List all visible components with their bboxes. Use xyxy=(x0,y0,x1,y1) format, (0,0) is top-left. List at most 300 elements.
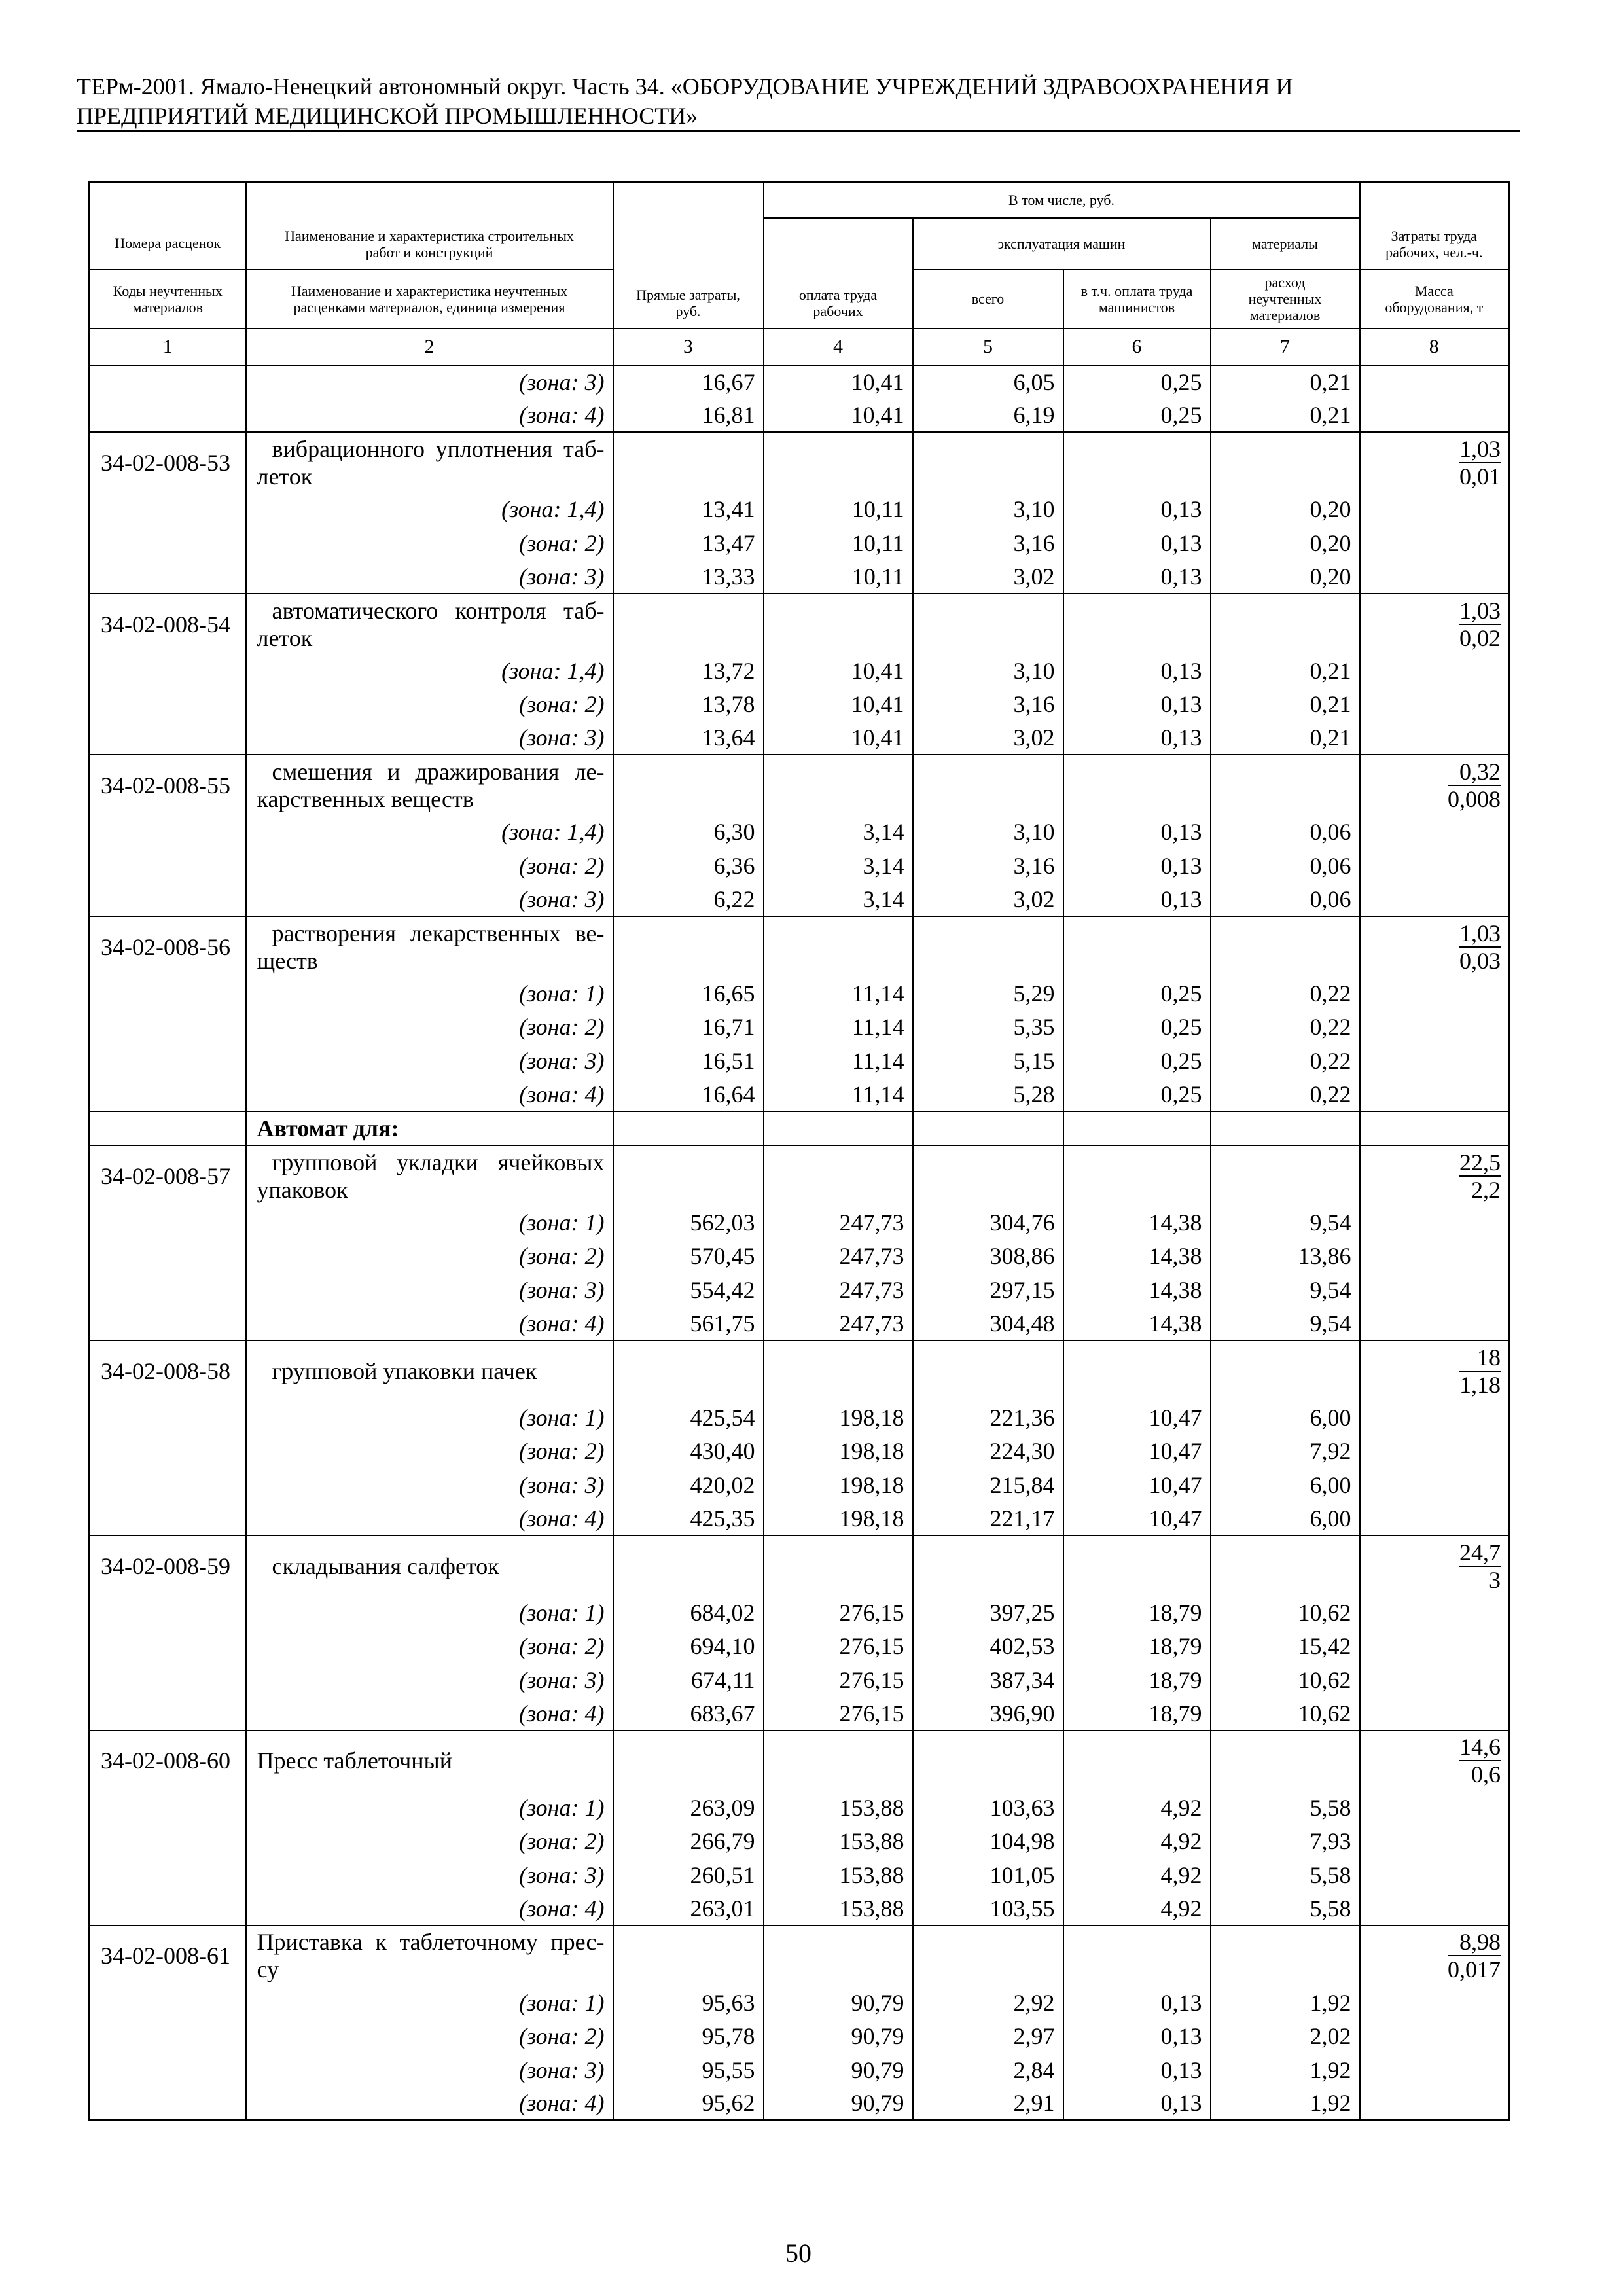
empty-cell xyxy=(764,1111,913,1145)
materials-value: 6,00 xyxy=(1211,1468,1360,1501)
materials-value: 0,20 xyxy=(1211,493,1360,526)
machine-total-cell xyxy=(913,1340,1063,1401)
rate-code-cell xyxy=(90,849,246,882)
zone-row xyxy=(90,883,1509,916)
zone-label: (зона: 2) xyxy=(246,688,613,721)
rate-code-cell xyxy=(90,493,246,526)
item-name xyxy=(246,432,613,492)
machinist-pay-value: 0,13 xyxy=(1063,493,1211,526)
labor-mass-fraction xyxy=(1360,1731,1509,1791)
machinist-pay-value: 0,13 xyxy=(1063,688,1211,721)
zone-row xyxy=(90,1501,1509,1535)
item-name xyxy=(246,1535,613,1596)
labor-costs-cell xyxy=(1360,1240,1509,1273)
zone-row xyxy=(90,493,1509,526)
machine-total-cell xyxy=(913,1731,1063,1791)
zone-row xyxy=(90,1892,1509,1925)
column-number: 1 xyxy=(90,329,246,365)
item-name xyxy=(246,755,613,815)
zone-row xyxy=(90,1663,1509,1696)
machinist-pay-cell xyxy=(1063,432,1211,492)
rate-item-row xyxy=(90,1535,1509,1596)
materials-cell xyxy=(1211,594,1360,654)
direct-costs-value: 16,67 xyxy=(613,365,764,399)
direct-costs-value: 561,75 xyxy=(613,1306,764,1340)
direct-costs-value: 570,45 xyxy=(613,1240,764,1273)
item-name-line: су xyxy=(257,1956,279,1983)
materials-cell xyxy=(1211,1731,1360,1791)
zone-label: (зона: 2) xyxy=(246,1825,613,1858)
rate-code-cell xyxy=(90,688,246,721)
worker-pay-value: 3,14 xyxy=(764,816,913,849)
material-codes-header: Коды неучтенных материалов xyxy=(90,270,246,329)
zone-row xyxy=(90,1696,1509,1730)
machinist-pay-cell xyxy=(1063,916,1211,977)
zone-row xyxy=(90,1011,1509,1044)
worker-pay-value: 90,79 xyxy=(764,2053,913,2087)
machine-total-value: 224,30 xyxy=(913,1435,1063,1468)
rate-item-row xyxy=(90,432,1509,492)
machine-total-value: 297,15 xyxy=(913,1273,1063,1306)
labor-costs-cell xyxy=(1360,1696,1509,1730)
machinist-pay-value: 0,13 xyxy=(1063,721,1211,755)
materials-cell xyxy=(1211,1926,1360,1986)
labor-costs-cell xyxy=(1360,1630,1509,1663)
section-heading: Автомат для: xyxy=(246,1111,613,1145)
item-name-line: смешения и дражирования ле- xyxy=(272,759,605,785)
materials-value: 10,62 xyxy=(1211,1663,1360,1696)
direct-costs-cell xyxy=(613,1145,764,1206)
worker-pay-cell xyxy=(764,1926,913,1986)
item-name-line: ществ xyxy=(257,947,318,974)
direct-costs-cell xyxy=(613,1926,764,1986)
direct-costs-value: 562,03 xyxy=(613,1206,764,1239)
machine-total-value: 402,53 xyxy=(913,1630,1063,1663)
column-number: 4 xyxy=(764,329,913,365)
item-name-line: Приставка к таблеточному прес- xyxy=(257,1929,605,1956)
rate-code-cell xyxy=(90,526,246,560)
worker-pay-value: 276,15 xyxy=(764,1696,913,1730)
rate-code-cell xyxy=(90,1696,246,1730)
table-body xyxy=(90,365,1509,2121)
machinist-pay-value: 18,79 xyxy=(1063,1663,1211,1696)
machine-total-cell xyxy=(913,1535,1063,1596)
labor-costs-value: 18 xyxy=(1477,1344,1501,1371)
labor-mass-fraction xyxy=(1360,432,1509,492)
direct-costs-value: 674,11 xyxy=(613,1663,764,1696)
rate-code-cell xyxy=(90,1011,246,1044)
worker-pay-cell xyxy=(764,916,913,977)
labor-costs-value: 8,98 xyxy=(1459,1929,1501,1956)
zone-label: (зона: 1) xyxy=(246,1986,613,2019)
machine-total-value: 103,55 xyxy=(913,1892,1063,1925)
empty-cell xyxy=(1063,1111,1211,1145)
worker-pay-value: 153,88 xyxy=(764,1892,913,1925)
materials-value: 0,22 xyxy=(1211,1078,1360,1111)
labor-costs-cell xyxy=(1360,1401,1509,1434)
direct-costs-value: 554,42 xyxy=(613,1273,764,1306)
zone-label: (зона: 3) xyxy=(246,560,613,593)
worker-pay-value: 247,73 xyxy=(764,1273,913,1306)
materials-cell xyxy=(1211,1145,1360,1206)
direct-costs-value: 430,40 xyxy=(613,1435,764,1468)
machinist-pay-value: 0,25 xyxy=(1063,1078,1211,1111)
machine-total-value: 304,48 xyxy=(913,1306,1063,1340)
labor-costs-value: 0,32 xyxy=(1459,759,1501,785)
running-header-line: ПРЕДПРИЯТИЙ МЕДИЦИНСКОЙ ПРОМЫШЛЕННОСТИ» xyxy=(77,103,698,129)
rate-code: 34-02-008-60 xyxy=(90,1731,246,1791)
column-number: 2 xyxy=(246,329,613,365)
labor-costs-cell xyxy=(1360,560,1509,593)
zone-label: (зона: 1) xyxy=(246,1401,613,1434)
rate-code: 34-02-008-55 xyxy=(90,755,246,815)
zone-label: (зона: 2) xyxy=(246,1630,613,1663)
zone-label: (зона: 1) xyxy=(246,1596,613,1629)
labor-costs-value: 1,03 xyxy=(1459,597,1501,624)
materials-value: 1,92 xyxy=(1211,1986,1360,2019)
machinist-pay-value: 4,92 xyxy=(1063,1858,1211,1892)
zone-row xyxy=(90,2053,1509,2087)
zone-row xyxy=(90,1240,1509,1273)
worker-pay-cell xyxy=(764,1535,913,1596)
zone-label: (зона: 1) xyxy=(246,1206,613,1239)
direct-costs-value: 13,78 xyxy=(613,688,764,721)
rate-code-cell xyxy=(90,1240,246,1273)
worker-pay-value: 153,88 xyxy=(764,1825,913,1858)
item-name-line: групповой укладки ячейковых xyxy=(272,1149,605,1175)
rate-code-cell xyxy=(90,1892,246,1925)
machine-total-value: 104,98 xyxy=(913,1825,1063,1858)
materials-value: 1,92 xyxy=(1211,2053,1360,2087)
rate-code: 34-02-008-61 xyxy=(90,1926,246,1986)
direct-costs-header: Прямые затраты, руб. xyxy=(613,183,764,329)
zone-row xyxy=(90,1468,1509,1501)
item-name xyxy=(246,1731,613,1791)
labor-costs-cell xyxy=(1360,1044,1509,1077)
worker-pay-value: 198,18 xyxy=(764,1435,913,1468)
zone-label: (зона: 1) xyxy=(246,977,613,1010)
machinist-pay-header: в т.ч. оплата труда машинистов xyxy=(1063,270,1211,329)
labor-costs-cell xyxy=(1360,1011,1509,1044)
materials-value: 5,58 xyxy=(1211,1858,1360,1892)
machine-total-value: 387,34 xyxy=(913,1663,1063,1696)
empty-cell xyxy=(1211,1111,1360,1145)
equipment-mass-value: 0,03 xyxy=(1459,947,1501,974)
equipment-mass-value: 0,008 xyxy=(1448,786,1501,813)
labor-costs-cell xyxy=(1360,849,1509,882)
machine-total-cell xyxy=(913,916,1063,977)
machinist-pay-value: 14,38 xyxy=(1063,1240,1211,1273)
zone-label: (зона: 1) xyxy=(246,1791,613,1824)
worker-pay-value: 10,41 xyxy=(764,688,913,721)
rate-code: 34-02-008-53 xyxy=(90,432,246,492)
running-header-line: ТЕРм-2001. Ямало-Ненецкий автономный округ. Часть 34. «ОБОРУДОВАНИЕ УЧРЕЖДЕНИЙ ЗДРАВООХРАНЕНИЯ И xyxy=(77,73,1293,99)
fraction xyxy=(1459,1344,1501,1398)
direct-costs-value: 6,36 xyxy=(613,849,764,882)
zone-label: (зона: 3) xyxy=(246,1858,613,1892)
item-name-line: карственных веществ xyxy=(257,786,474,813)
zone-label: (зона: 2) xyxy=(246,1435,613,1468)
zone-row xyxy=(90,1596,1509,1629)
zone-row xyxy=(90,1044,1509,1077)
machine-total-value: 2,91 xyxy=(913,2087,1063,2120)
worker-pay-value: 247,73 xyxy=(764,1206,913,1239)
machinist-pay-value: 0,25 xyxy=(1063,399,1211,432)
labor-costs-cell xyxy=(1360,526,1509,560)
zone-label: (зона: 2) xyxy=(246,1240,613,1273)
worker-pay-value: 90,79 xyxy=(764,1986,913,2019)
rate-code: 34-02-008-59 xyxy=(90,1535,246,1596)
labor-costs-cell xyxy=(1360,1306,1509,1340)
materials-value: 9,54 xyxy=(1211,1306,1360,1340)
direct-costs-value: 263,01 xyxy=(613,1892,764,1925)
rate-code: 34-02-008-56 xyxy=(90,916,246,977)
labor-costs-cell xyxy=(1360,1663,1509,1696)
direct-costs-value: 95,78 xyxy=(613,2020,764,2053)
direct-costs-value: 260,51 xyxy=(613,1858,764,1892)
zone-label: (зона: 3) xyxy=(246,1663,613,1696)
equipment-mass-value: 2,2 xyxy=(1459,1175,1501,1203)
empty-cell xyxy=(613,1111,764,1145)
labor-costs-cell xyxy=(1360,1825,1509,1858)
worker-pay-value: 276,15 xyxy=(764,1630,913,1663)
worker-pay-header: оплата труда рабочих xyxy=(764,218,913,329)
labor-mass-fraction xyxy=(1360,594,1509,654)
machine-total-value: 5,28 xyxy=(913,1078,1063,1111)
direct-costs-value: 95,62 xyxy=(613,2087,764,2120)
machinist-pay-cell xyxy=(1063,1340,1211,1401)
labor-costs-cell xyxy=(1360,2020,1509,2053)
rate-code-cell xyxy=(90,883,246,916)
labor-mass-fraction xyxy=(1360,1145,1509,1206)
rate-code: 34-02-008-58 xyxy=(90,1340,246,1401)
rate-item-row xyxy=(90,1731,1509,1791)
labor-costs-cell xyxy=(1360,688,1509,721)
materials-value: 6,00 xyxy=(1211,1501,1360,1535)
labor-mass-fraction xyxy=(1360,1535,1509,1596)
column-number-row xyxy=(90,329,1509,365)
zone-row xyxy=(90,2087,1509,2120)
direct-costs-value: 425,54 xyxy=(613,1401,764,1434)
zone-row xyxy=(90,365,1509,399)
zone-row xyxy=(90,654,1509,687)
labor-costs-value: 22,5 xyxy=(1459,1149,1501,1175)
zone-label: (зона: 3) xyxy=(246,883,613,916)
machinist-pay-value: 0,25 xyxy=(1063,977,1211,1010)
item-name xyxy=(246,916,613,977)
rate-code-cell xyxy=(90,1858,246,1892)
direct-costs-value: 420,02 xyxy=(613,1468,764,1501)
zone-label: (зона: 3) xyxy=(246,1044,613,1077)
materials-cell xyxy=(1211,1340,1360,1401)
worker-pay-value: 153,88 xyxy=(764,1858,913,1892)
equipment-mass-value: 0,01 xyxy=(1459,463,1501,490)
zone-label: (зона: 3) xyxy=(246,1273,613,1306)
materials-value: 6,00 xyxy=(1211,1401,1360,1434)
column-number: 5 xyxy=(913,329,1063,365)
labor-costs-header: Затраты труда рабочих, чел.-ч. xyxy=(1360,183,1509,270)
worker-pay-value: 90,79 xyxy=(764,2020,913,2053)
equipment-mass-value: 0,017 xyxy=(1448,1956,1501,1983)
machine-total-value: 2,92 xyxy=(913,1986,1063,2019)
direct-costs-value: 6,22 xyxy=(613,883,764,916)
worker-pay-value: 247,73 xyxy=(764,1306,913,1340)
direct-costs-value: 13,72 xyxy=(613,654,764,687)
zone-label: (зона: 1,4) xyxy=(246,816,613,849)
machinist-pay-value: 18,79 xyxy=(1063,1630,1211,1663)
rate-code-cell xyxy=(90,560,246,593)
labor-costs-cell xyxy=(1360,2053,1509,2087)
labor-costs-cell xyxy=(1360,1273,1509,1306)
item-name xyxy=(246,1926,613,1986)
machine-total-value: 221,17 xyxy=(913,1501,1063,1535)
running-header xyxy=(77,72,1293,131)
machinist-pay-value: 0,13 xyxy=(1063,654,1211,687)
zone-row xyxy=(90,1825,1509,1858)
labor-costs-cell xyxy=(1360,1435,1509,1468)
fraction xyxy=(1459,436,1501,490)
labor-costs-cell xyxy=(1360,1206,1509,1239)
item-name-line: групповой упаковки пачек xyxy=(272,1357,537,1384)
machine-total-value: 304,76 xyxy=(913,1206,1063,1239)
labor-costs-cell xyxy=(1360,977,1509,1010)
rate-code-cell xyxy=(90,2087,246,2120)
labor-mass-fraction xyxy=(1360,755,1509,815)
machine-total-value: 6,19 xyxy=(913,399,1063,432)
machine-total-value: 221,36 xyxy=(913,1401,1063,1434)
zone-label: (зона: 3) xyxy=(246,2053,613,2087)
machine-total-value: 3,10 xyxy=(913,816,1063,849)
zone-label: (зона: 4) xyxy=(246,2087,613,2120)
zone-row xyxy=(90,1435,1509,1468)
materials-value: 0,06 xyxy=(1211,849,1360,882)
materials-value: 5,58 xyxy=(1211,1892,1360,1925)
material-use-header: расход неучтенных материалов xyxy=(1211,270,1360,329)
machinist-pay-value: 4,92 xyxy=(1063,1825,1211,1858)
machine-total-value: 101,05 xyxy=(913,1858,1063,1892)
worker-pay-value: 10,11 xyxy=(764,526,913,560)
machinist-pay-value: 14,38 xyxy=(1063,1306,1211,1340)
labor-costs-cell xyxy=(1360,816,1509,849)
column-number: 7 xyxy=(1211,329,1360,365)
direct-costs-value: 16,71 xyxy=(613,1011,764,1044)
labor-costs-cell xyxy=(1360,721,1509,755)
machine-total-cell xyxy=(913,594,1063,654)
rate-code-cell xyxy=(90,1468,246,1501)
zone-row xyxy=(90,977,1509,1010)
zone-label: (зона: 4) xyxy=(246,399,613,432)
machine-total-value: 3,10 xyxy=(913,493,1063,526)
machinist-pay-value: 0,13 xyxy=(1063,526,1211,560)
worker-pay-value: 11,14 xyxy=(764,1044,913,1077)
materials-value: 0,06 xyxy=(1211,816,1360,849)
direct-costs-value: 683,67 xyxy=(613,1696,764,1730)
machinist-pay-cell xyxy=(1063,1926,1211,1986)
direct-costs-value: 95,63 xyxy=(613,1986,764,2019)
equipment-mass-value: 3 xyxy=(1459,1566,1501,1593)
worker-pay-value: 10,41 xyxy=(764,399,913,432)
machinist-pay-value: 0,13 xyxy=(1063,2087,1211,2120)
materials-value: 9,54 xyxy=(1211,1273,1360,1306)
item-name xyxy=(246,1340,613,1401)
worker-pay-value: 247,73 xyxy=(764,1240,913,1273)
machine-total-value: 5,15 xyxy=(913,1044,1063,1077)
materials-cell xyxy=(1211,1535,1360,1596)
machinist-pay-value: 10,47 xyxy=(1063,1401,1211,1434)
zone-row xyxy=(90,1986,1509,2019)
column-number: 3 xyxy=(613,329,764,365)
zone-label: (зона: 3) xyxy=(246,1468,613,1501)
header-rule xyxy=(77,130,1520,132)
zone-row xyxy=(90,1401,1509,1434)
rate-code-cell xyxy=(90,721,246,755)
machinist-pay-value: 10,47 xyxy=(1063,1468,1211,1501)
machinist-pay-value: 0,25 xyxy=(1063,365,1211,399)
zone-label: (зона: 2) xyxy=(246,2020,613,2053)
direct-costs-cell xyxy=(613,432,764,492)
materials-value: 0,21 xyxy=(1211,688,1360,721)
materials-value: 7,93 xyxy=(1211,1825,1360,1858)
rate-code-cell xyxy=(90,1825,246,1858)
zone-row xyxy=(90,1306,1509,1340)
zone-label: (зона: 1,4) xyxy=(246,493,613,526)
zone-label: (зона: 2) xyxy=(246,849,613,882)
direct-costs-value: 6,30 xyxy=(613,816,764,849)
labor-mass-fraction xyxy=(1360,1926,1509,1986)
machinist-pay-cell xyxy=(1063,1731,1211,1791)
materials-value: 7,92 xyxy=(1211,1435,1360,1468)
machine-total-value: 2,84 xyxy=(913,2053,1063,2087)
machine-total-value: 103,63 xyxy=(913,1791,1063,1824)
machine-total-value: 3,16 xyxy=(913,526,1063,560)
zone-row xyxy=(90,1858,1509,1892)
materials-value: 0,21 xyxy=(1211,654,1360,687)
zone-label: (зона: 2) xyxy=(246,526,613,560)
rate-item-row xyxy=(90,594,1509,654)
materials-value: 0,22 xyxy=(1211,1011,1360,1044)
rate-code-cell xyxy=(90,399,246,432)
labor-costs-cell xyxy=(1360,883,1509,916)
labor-costs-cell xyxy=(1360,399,1509,432)
machinist-pay-cell xyxy=(1063,1535,1211,1596)
machine-total-value: 5,35 xyxy=(913,1011,1063,1044)
materials-value: 5,58 xyxy=(1211,1791,1360,1824)
machinist-pay-cell xyxy=(1063,594,1211,654)
materials-value: 0,21 xyxy=(1211,721,1360,755)
machinist-pay-value: 18,79 xyxy=(1063,1696,1211,1730)
materials-value: 10,62 xyxy=(1211,1596,1360,1629)
zone-row xyxy=(90,560,1509,593)
rate-code-cell xyxy=(90,1273,246,1306)
machinist-pay-value: 0,13 xyxy=(1063,2053,1211,2087)
column-number: 6 xyxy=(1063,329,1211,365)
materials-value: 15,42 xyxy=(1211,1630,1360,1663)
machinist-pay-value: 14,38 xyxy=(1063,1206,1211,1239)
direct-costs-value: 16,81 xyxy=(613,399,764,432)
worker-pay-value: 276,15 xyxy=(764,1596,913,1629)
labor-costs-cell xyxy=(1360,1858,1509,1892)
rate-code-cell xyxy=(90,1501,246,1535)
fraction xyxy=(1448,759,1501,812)
rate-code-cell xyxy=(90,816,246,849)
rate-code-cell xyxy=(90,1306,246,1340)
labor-costs-value: 14,6 xyxy=(1459,1734,1501,1761)
fraction xyxy=(1448,1929,1501,1982)
zone-row xyxy=(90,849,1509,882)
item-name-line: Пресс таблеточный xyxy=(257,1748,452,1774)
machinist-pay-value: 4,92 xyxy=(1063,1892,1211,1925)
zone-label: (зона: 4) xyxy=(246,1501,613,1535)
